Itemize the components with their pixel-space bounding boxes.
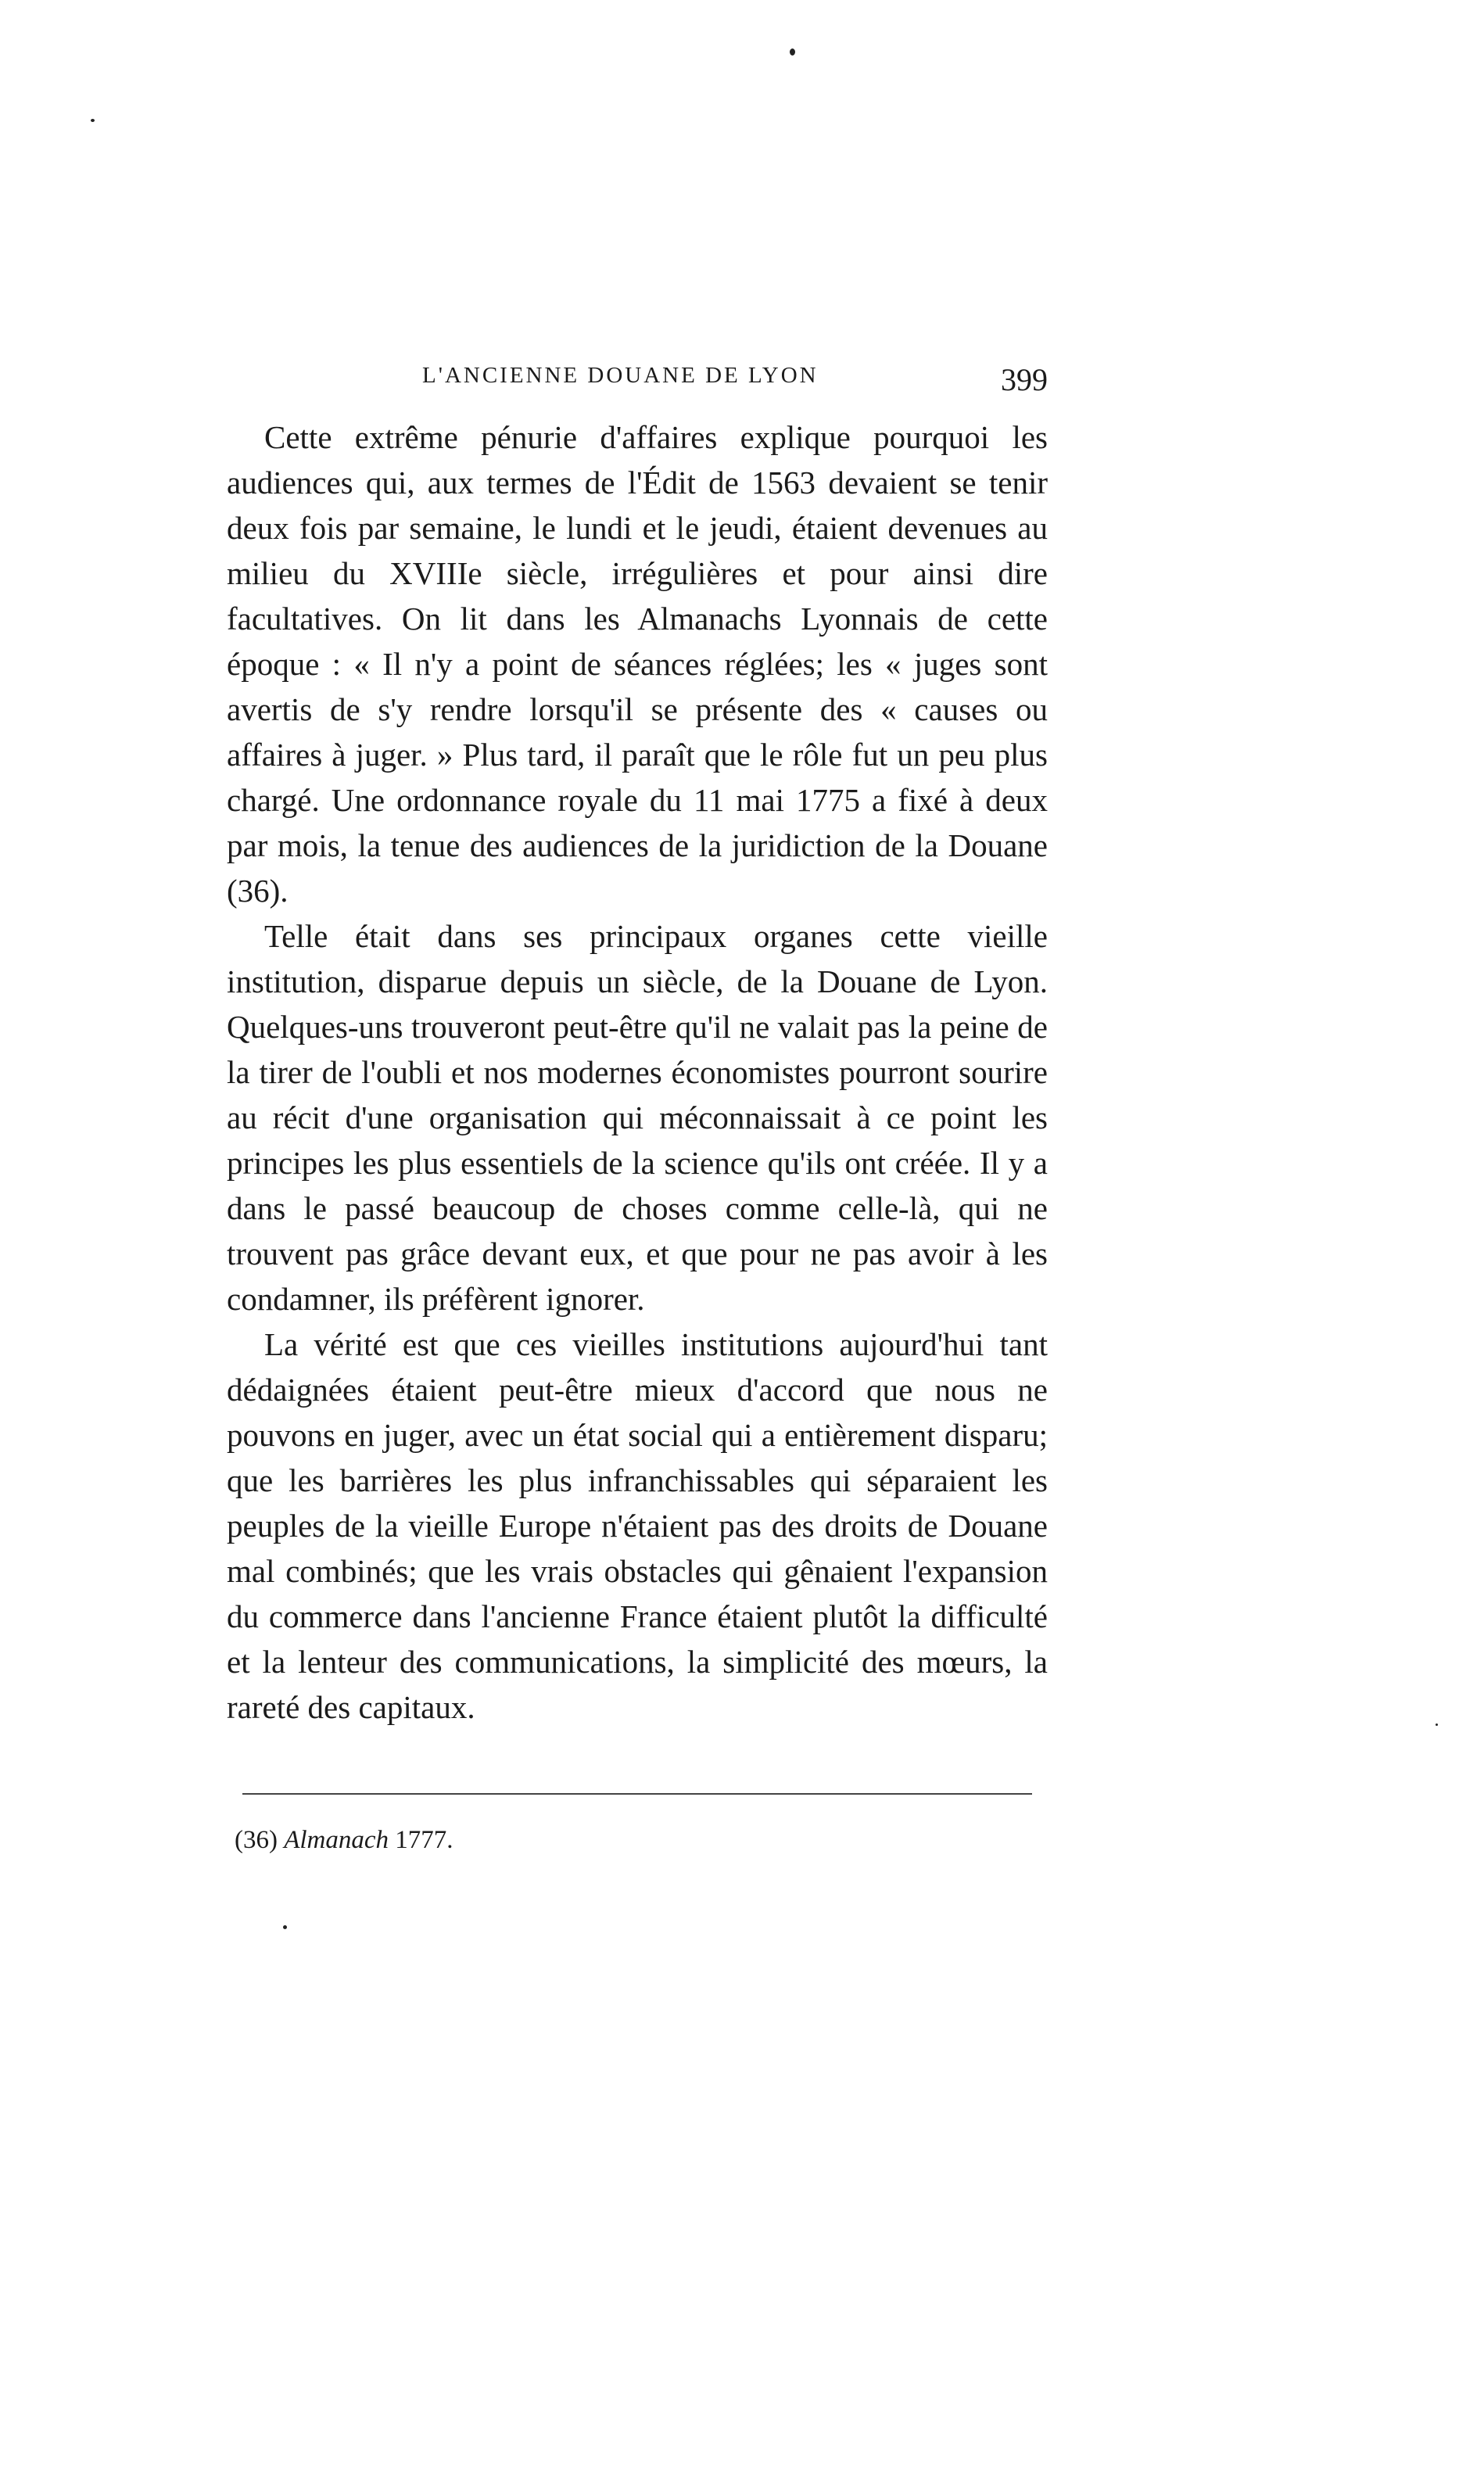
footnote-divider <box>242 1793 1032 1795</box>
ink-speck-top <box>790 48 795 56</box>
paragraph-2: Telle était dans ses principaux organes cette vieille institution, disparue depuis un siècle, de la Douane de Lyon. Quelques-uns trouveront peut-être qu'il ne valait pas la peine de la tirer de l'oubli et nos modernes économistes pourront sourire au récit d'une organisation qui méconnaissait à ce point les principes les plus essentiels de la science qu'ils ont créée. Il y a dans le passé beaucoup de choses comme celle-là, qui ne trouvent pas grâce devant eux, et que pour ne pas avoir à les condamner, ils préfèrent ignorer. <box>227 918 1048 1317</box>
footnote-title: Almanach <box>284 1826 389 1854</box>
paragraph-3: La vérité est que ces vieilles institutions aujourd'hui tant dédaignées étaient peut-être mieux d'accord que nous ne pouvons en juger, avec un état social qui a entièrement disparu; que les barrières les plus infranchissables qui séparaient les peuples de la vieille Europe n'étaient pas des droits de Douane mal combinés; que les vrais obstacles qui gênaient l'expansion du commerce dans l'ancienne France étaient plutôt la difficulté et la lenteur des communications, la simplicité des mœurs, la rareté des capitaux. <box>227 1326 1048 1725</box>
ink-speck-right <box>1436 1724 1438 1726</box>
footnote-number: (36) <box>235 1826 278 1854</box>
running-title: L'ANCIENNE DOUANE DE LYON <box>422 363 819 388</box>
ink-speck-left <box>91 119 95 122</box>
paragraph-1: Cette extrême pénurie d'affaires explique pourquoi les audiences qui, aux termes de l'Édit de 1563 devaient se tenir deux fois par semaine, le lundi et le jeudi, étaient devenues au milieu du XVIIIe siècle, irrégulières et pour ainsi dire facultatives. On lit dans les Almanachs Lyonnais de cette époque : « Il n'y a point de séances réglées; les « juges sont avertis de s'y rendre lorsqu'il se présente des « causes ou affaires à juger. » Plus tard, il paraît que le rôle fut un peu plus chargé. Une ordonnance royale du 11 mai 1775 a fixé à deux par mois, la tenue des audiences de la juridiction de la Douane (36). <box>227 419 1048 909</box>
page-header <box>227 361 1048 408</box>
footnote-year: 1777. <box>395 1826 453 1854</box>
footnote <box>235 1822 453 1858</box>
body-text <box>227 414 1048 1730</box>
page-number: 399 <box>1001 362 1048 397</box>
ink-speck-bottom <box>283 1925 287 1929</box>
